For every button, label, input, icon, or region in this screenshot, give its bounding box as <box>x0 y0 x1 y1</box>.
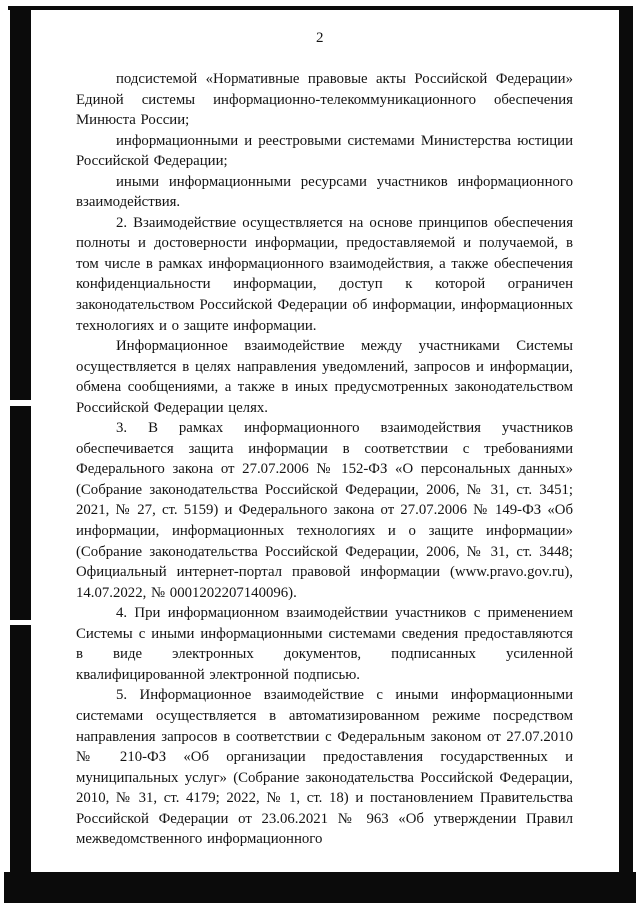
paragraph: иными информационными ресурсами участников информационного взаимодействия. <box>76 173 573 211</box>
scan-border-bottom <box>4 872 636 903</box>
paragraph: 4. При информационном взаимодействии участников с применением Системы с иными информационными системами сведения предоставляются в виде электронных документов, подписанных усиленной квалифицированной электронной подписью. <box>76 605 573 683</box>
scan-border-gap <box>10 400 31 406</box>
document-body <box>76 69 573 850</box>
paragraph: Информационное взаимодействие между участниками Системы осуществляется в целях направления уведомлений, запросов и информации, обмена сообщениями, а также в иных предусмотренных законодательством Российской Федерации целях. <box>76 338 573 416</box>
scan-border-left <box>10 8 31 874</box>
page-number: 2 <box>316 30 324 46</box>
paragraph: информационными и реестровыми системами Министерства юстиции Российской Федерации; <box>76 132 573 170</box>
scan-border-right <box>619 8 633 873</box>
paragraph: 3. В рамках информационного взаимодействия участников обеспечивается защита информации в соответствии с требованиями Федерального закона от 27.07.2006 № 152-ФЗ «О персональных данных» (Собрание законодательства Российской Федерации, 2006, № 31, ст. 3451; 2021, № 27, ст. 5159) и Федерального закона от 27.07.2006 № 149-ФЗ «Об информации, информационных технологиях и о защите информации» (Собрание законодательства Российской Федерации, 2006, № 31, ст. 3448; Официальный интернет-портал правовой информации (www.pravo.gov.ru), 14.07.2022, № 0001202207140096). <box>76 420 573 601</box>
paragraph: подсистемой «Нормативные правовые акты Российской Федерации» Единой системы информационно-телекоммуникационного обеспечения Минюста России; <box>76 71 573 129</box>
paragraph: 2. Взаимодействие осуществляется на основе принципов обеспечения полноты и достоверности информации, предоставляемой и получаемой, в том числе в рамках информационного взаимодействия, а также обеспечения конфиденциальности информации, доступ к которой ограничен законодательством Российской Федерации об информации, информационных технологиях и о защите информации. <box>76 214 573 334</box>
scan-border-gap <box>10 620 31 625</box>
paragraph: 5. Информационное взаимодействие с иными информационными системами осуществляется в автоматизированном режиме посредством направления запросов в соответствии с Федеральным законом от 27.07.2010 № 210-ФЗ «Об организации предоставления государственных и муниципальных услуг» (Собрание законодательства Российской Федерации, 2010, № 31, ст. 4179; 2022, № 1, ст. 18) и постановлением Правительства Российской Федерации от 23.06.2021 № 963 «Об утверждении Правил межведомственного информационного <box>76 687 573 848</box>
scan-border-top <box>8 6 633 10</box>
